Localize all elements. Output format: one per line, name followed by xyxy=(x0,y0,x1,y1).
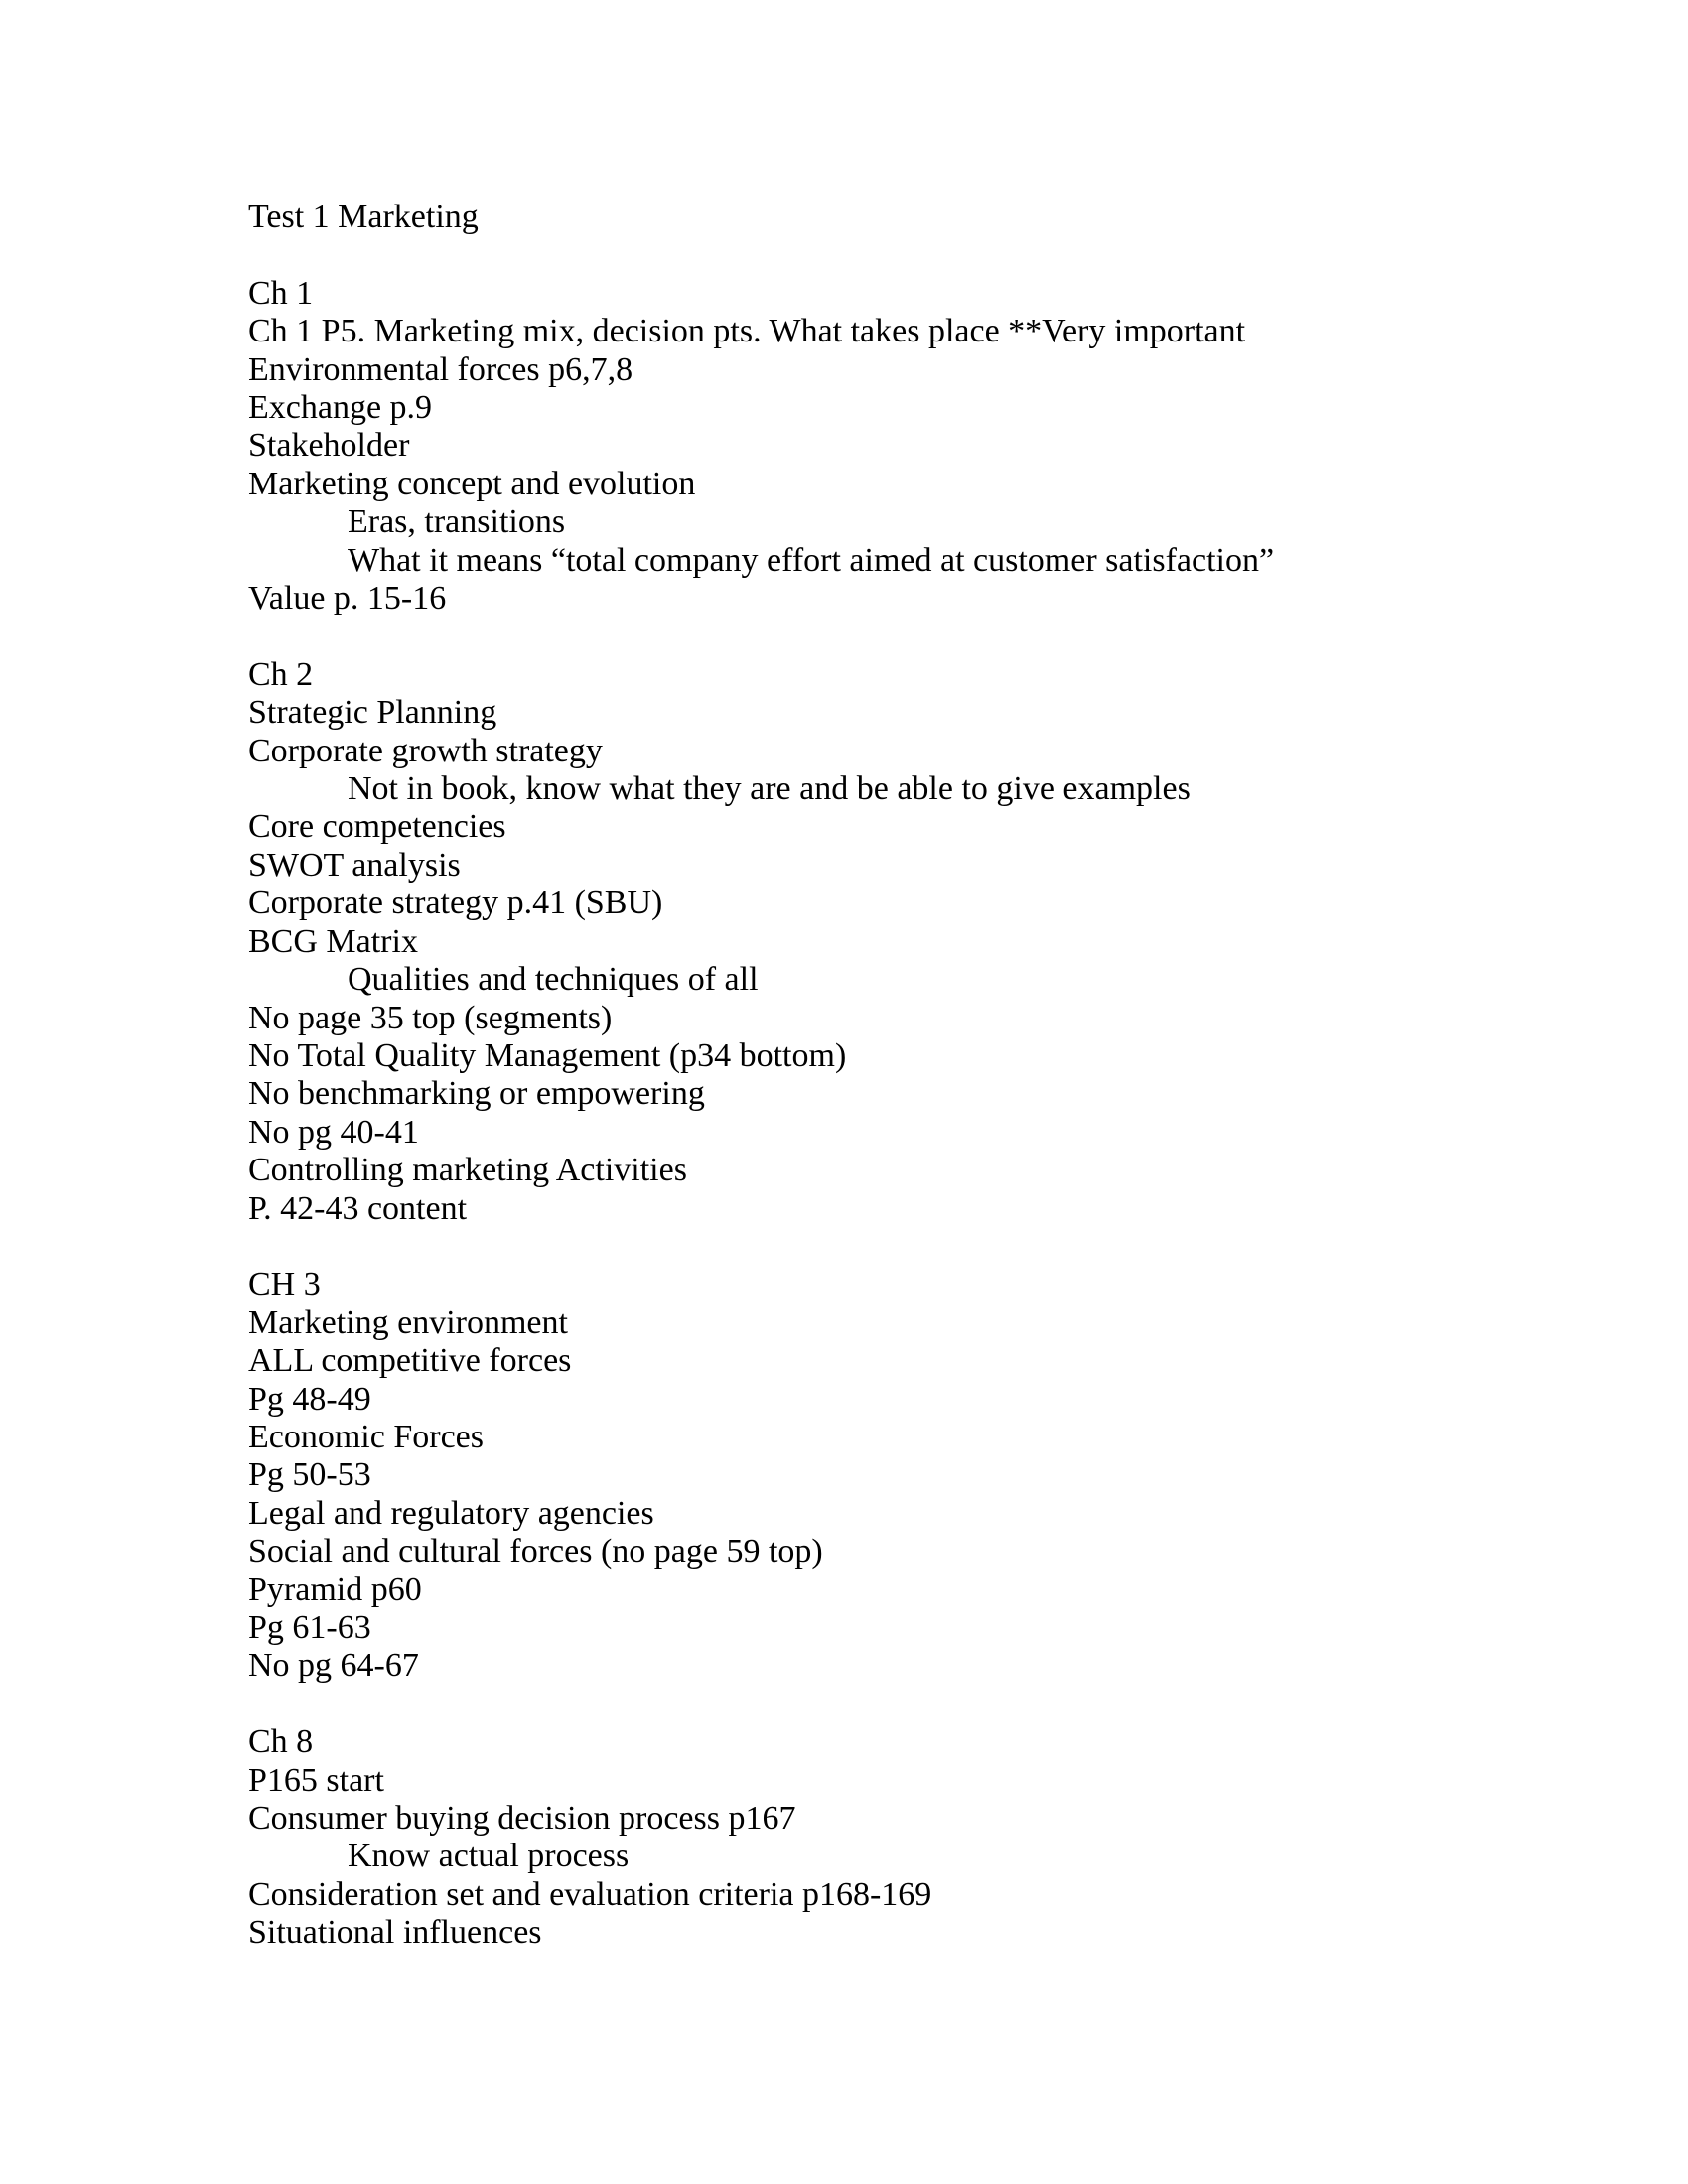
doc-line: Stakeholder xyxy=(248,427,410,465)
section-heading: CH 3 xyxy=(248,1266,321,1303)
doc-line: Consumer buying decision process p167 xyxy=(248,1800,796,1837)
doc-line: Corporate growth strategy xyxy=(248,732,603,769)
doc-line: ALL competitive forces xyxy=(248,1342,572,1380)
section-heading: Ch 2 xyxy=(248,655,314,693)
doc-line: Not in book, know what they are and be able to give examples xyxy=(348,770,1191,808)
doc-line: SWOT analysis xyxy=(248,846,461,884)
doc-line: No page 35 top (segments) xyxy=(248,999,613,1036)
doc-line: Controlling marketing Activities xyxy=(248,1152,687,1189)
doc-line: Value p. 15-16 xyxy=(248,580,447,617)
doc-line: Pg 61-63 xyxy=(248,1608,371,1646)
doc-section xyxy=(248,275,1440,618)
doc-section xyxy=(248,656,1440,1228)
doc-line: BCG Matrix xyxy=(248,922,418,960)
doc-line: No pg 40-41 xyxy=(248,1113,419,1151)
doc-line: No Total Quality Management (p34 bottom) xyxy=(248,1036,847,1074)
doc-line: Exchange p.9 xyxy=(248,389,433,427)
section-heading: Ch 1 xyxy=(248,274,314,312)
doc-line: Marketing environment xyxy=(248,1303,568,1341)
doc-line: Corporate strategy p.41 (SBU) xyxy=(248,885,663,922)
doc-sections xyxy=(248,275,1440,1953)
doc-line: Eras, transitions xyxy=(348,503,566,541)
doc-line: Strategic Planning xyxy=(248,694,497,732)
doc-line: No pg 64-67 xyxy=(248,1647,419,1685)
doc-line: Legal and regulatory agencies xyxy=(248,1494,654,1532)
doc-line: Pyramid p60 xyxy=(248,1570,422,1608)
doc-line: No benchmarking or empowering xyxy=(248,1075,705,1113)
doc-line: What it means “total company effort aimed at customer satisfaction” xyxy=(348,541,1275,579)
doc-line: Marketing concept and evolution xyxy=(248,465,696,502)
doc-line: Social and cultural forces (no page 59 top) xyxy=(248,1533,823,1570)
doc-section xyxy=(248,1723,1440,1952)
doc-line: P165 start xyxy=(248,1761,384,1799)
doc-line: Pg 50-53 xyxy=(248,1456,371,1494)
doc-line: Pg 48-49 xyxy=(248,1380,371,1418)
section-heading: Ch 8 xyxy=(248,1723,314,1761)
doc-line: Qualities and techniques of all xyxy=(348,961,759,999)
doc-line: Situational influences xyxy=(248,1914,542,1952)
doc-line: Know actual process xyxy=(348,1838,630,1875)
doc-line: P. 42-43 content xyxy=(248,1189,468,1227)
doc-section xyxy=(248,1266,1440,1685)
doc-line: Environmental forces p6,7,8 xyxy=(248,350,633,388)
doc-line: Ch 1 P5. Marketing mix, decision pts. What takes place **Very important xyxy=(248,313,1246,350)
doc-line: Core competencies xyxy=(248,808,506,846)
doc-line: Consideration set and evaluation criteria p168-169 xyxy=(248,1875,932,1913)
doc-title: Test 1 Marketing xyxy=(248,199,479,235)
doc-line: Economic Forces xyxy=(248,1418,484,1455)
